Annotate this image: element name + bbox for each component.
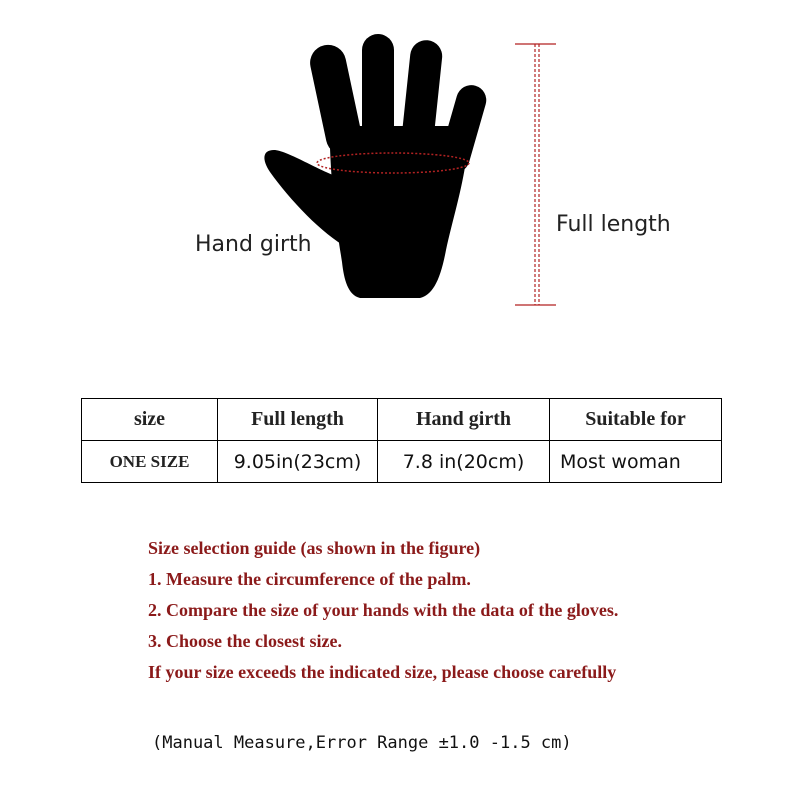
table-row [82, 441, 722, 483]
table-header-row [82, 399, 722, 441]
header-size: size [82, 399, 218, 441]
guide-step-3: 3. Choose the closest size. [148, 631, 342, 651]
full-length-label: Full length [556, 212, 671, 237]
header-hand-girth: Hand girth [378, 399, 550, 441]
size-guide [148, 533, 618, 688]
hand-girth-label: Hand girth [195, 232, 312, 257]
cell-suitable-for: Most woman [550, 441, 722, 483]
guide-warning: If your size exceeds the indicated size, please choose carefully [148, 662, 617, 682]
length-marker [515, 44, 556, 305]
cell-size: ONE SIZE [82, 441, 218, 483]
header-full-length: Full length [218, 399, 378, 441]
hand-diagram [0, 0, 800, 330]
guide-step-2: 2. Compare the size of your hands with the data of the gloves. [148, 600, 619, 620]
hand-measurement-figure [0, 0, 800, 330]
guide-step-1: 1. Measure the circumference of the palm. [148, 569, 471, 589]
size-table [81, 398, 722, 483]
header-suitable-for: Suitable for [550, 399, 722, 441]
hand-silhouette [264, 34, 489, 298]
guide-title: Size selection guide (as shown in the figure) [148, 538, 481, 558]
cell-full-length: 9.05in(23cm) [218, 441, 378, 483]
error-range-note: (Manual Measure,Error Range ±1.0 -1.5 cm) [152, 733, 572, 753]
cell-hand-girth: 7.8 in(20cm) [378, 441, 550, 483]
